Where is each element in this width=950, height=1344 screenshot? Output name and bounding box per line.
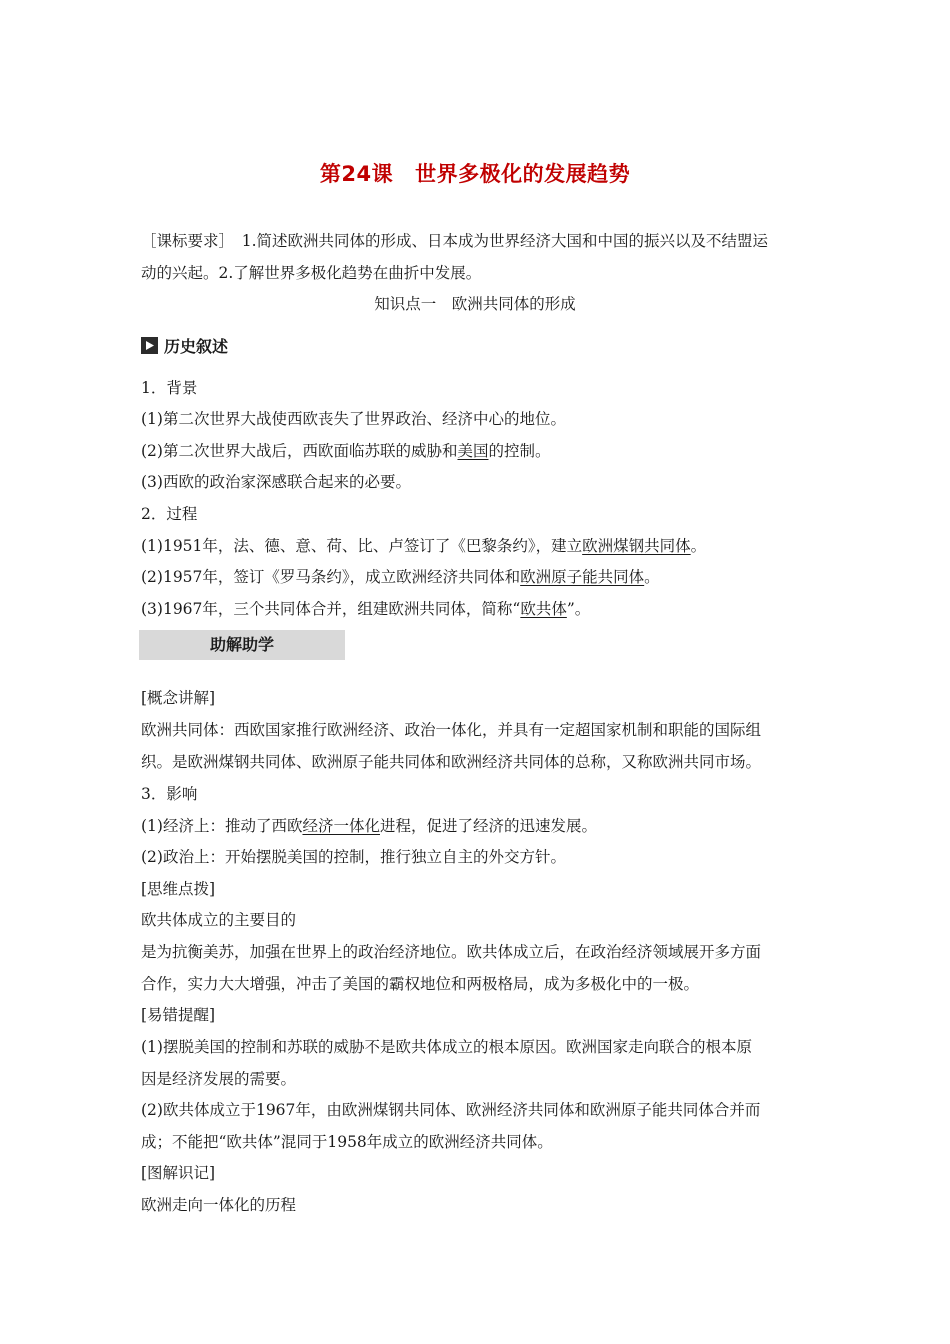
process-item-1: (1)1951年，法、德、意、荷、比、卢签订了《巴黎条约》，建立欧洲煤钢共同体。 (141, 537, 707, 555)
knowledge-point-heading: 知识点一 欧洲共同体的形成 (374, 295, 576, 313)
key-term: 美国 (457, 442, 489, 460)
thinking-tag: [思维点拨] (141, 880, 216, 898)
mistakes-line-4: 成；不能把“欧共体”混同于1958年成立的欧洲经济共同体。 (141, 1133, 553, 1151)
lesson-number: 第24课 (319, 162, 394, 186)
impact-item-2: (2)政治上：开始摆脱美国的控制，推行独立自主的外交方针。 (141, 848, 566, 866)
mistakes-tag: [易错提醒] (141, 1006, 216, 1024)
requirement-line-2: 动的兴起。2.了解世界多极化趋势在曲折中发展。 (141, 264, 482, 282)
section-history-heading (141, 335, 228, 355)
key-term: 欧洲原子能共同体 (520, 568, 645, 586)
impact-item-1: (1)经济上：推动了西欧经济一体化进程，促进了经济的迅速发展。 (141, 817, 597, 835)
section-history-label: 历史叙述 (164, 336, 229, 356)
concept-tag: [概念讲解] (141, 689, 216, 707)
thinking-line-1: 欧共体成立的主要目的 (141, 911, 297, 929)
mistakes-line-2: 因是经济发展的需要。 (141, 1070, 297, 1088)
thinking-line-2: 是为抗衡美苏，加强在世界上的政治经济地位。欧共体成立后，在政治经济领域展开多方面 (141, 943, 762, 961)
key-term: 欧洲煤钢共同体 (582, 537, 691, 555)
diagram-tag: [图解识记] (141, 1164, 216, 1182)
lesson-title (0, 158, 950, 188)
concept-line-1: 欧洲共同体：西欧国家推行欧洲经济、政治一体化，并具有一定超国家机制和职能的国际组 (141, 721, 762, 739)
process-item-2: (2)1957年，签订《罗马条约》，成立欧洲经济共同体和欧洲原子能共同体。 (141, 568, 660, 586)
diagram-line-1: 欧洲走向一体化的历程 (141, 1196, 297, 1214)
process-heading: 2．过程 (141, 505, 198, 523)
key-term: 欧共体 (520, 600, 567, 618)
thinking-line-3: 合作，实力大大增强，冲击了美国的霸权地位和两极格局，成为多极化中的一极。 (141, 975, 700, 993)
impact-heading: 3．影响 (141, 785, 198, 803)
process-item-3: (3)1967年，三个共同体合并，组建欧洲共同体，简称“欧共体”。 (141, 600, 591, 618)
requirement-line-1: ［课标要求］ 1.简述欧洲共同体的形成、日本成为世界经济大国和中国的振兴以及不结盟运 (141, 232, 769, 250)
background-item-3: (3)西欧的政治家深感联合起来的必要。 (141, 473, 411, 491)
study-help-banner: 助解助学 (139, 630, 345, 660)
lesson-topic: 世界多极化的发展趋势 (415, 162, 631, 186)
key-term: 经济一体化 (302, 817, 380, 835)
background-item-2: (2)第二次世界大战后，西欧面临苏联的威胁和美国的控制。 (141, 442, 551, 460)
background-heading: 1．背景 (141, 379, 198, 397)
play-triangle-icon (141, 337, 158, 354)
mistakes-line-3: (2)欧共体成立于1967年，由欧洲煤钢共同体、欧洲经济共同体和欧洲原子能共同体合并而 (141, 1101, 761, 1119)
concept-line-2: 织。是欧洲煤钢共同体、欧洲原子能共同体和欧洲经济共同体的总称，又称欧洲共同市场。 (141, 753, 762, 771)
mistakes-line-1: (1)摆脱美国的控制和苏联的威胁不是欧共体成立的根本原因。欧洲国家走向联合的根本原 (141, 1038, 752, 1056)
background-item-1: (1)第二次世界大战使西欧丧失了世界政治、经济中心的地位。 (141, 410, 566, 428)
